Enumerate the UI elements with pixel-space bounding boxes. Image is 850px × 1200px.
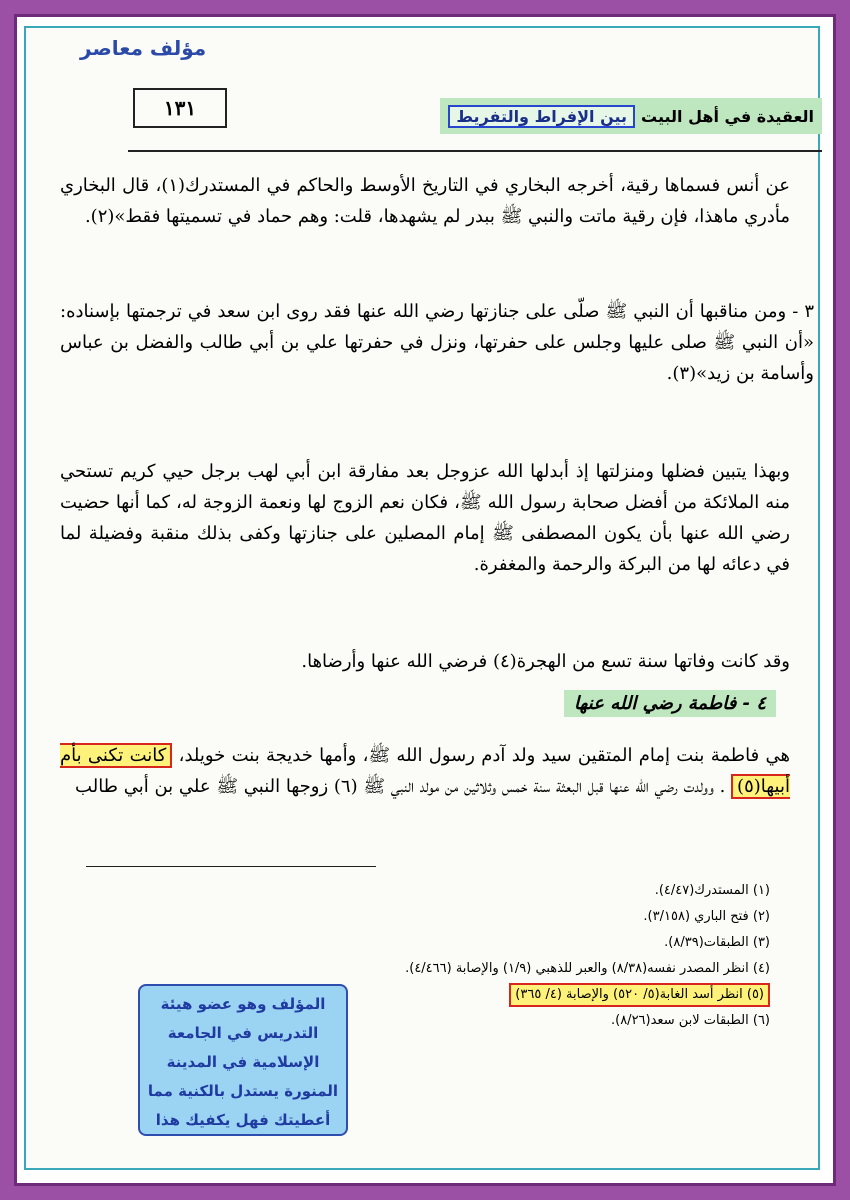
header-rule bbox=[128, 150, 822, 152]
note-line-4: المنورة يستدل بالكنية مما bbox=[147, 1082, 339, 1100]
footnote-3: (٣) الطبقات(٨/٣٩). bbox=[664, 935, 770, 950]
section-heading: ٤ - فاطمة رضي الله عنها bbox=[564, 690, 776, 717]
footnote-4: (٤) انظر المصدر نفسه(٨/٣٨) والعبر للذهبي (١/٩) والإصابة (٤/٤٦٦). bbox=[405, 961, 770, 976]
footnote-6: (٦) الطبقات لابن سعد(٨/٢٦). bbox=[610, 1013, 770, 1028]
corner-label: مؤلف معاصر bbox=[80, 36, 207, 60]
footnote-1: (١) المستدرك(٤/٤٧). bbox=[654, 883, 770, 898]
page-number: ١٣١ bbox=[133, 88, 227, 128]
footnote-2: (٢) فتح الباري (٣/١٥٨). bbox=[643, 909, 770, 924]
book-subtitle: بين الإفراط والتفريط bbox=[448, 105, 635, 128]
footnote-rule bbox=[86, 866, 376, 867]
paragraph-5-start: هي فاطمة بنت إمام المتقين سيد ولد آدم رسول الله ﷺ، وأمها خديجة بنت خويلد، bbox=[178, 745, 790, 766]
annotation-note-box bbox=[138, 984, 348, 1136]
note-line-5: أعطيتك فهل يكفيك هذا bbox=[155, 1111, 331, 1129]
book-title: العقيدة في أهل البيت bbox=[641, 106, 814, 126]
paragraph-5-end: . وولدت رضي الله عنها قبل البعثة سنة خمس وثلاثين من مولد النبي ﷺ (٦) زوجها النبي ﷺ علي بن أبي طالب bbox=[75, 776, 726, 797]
note-line-1: المؤلف وهو عضو هيئة bbox=[160, 995, 326, 1013]
paragraph-2: ٣ - ومن مناقبها أن النبي ﷺ صلّى على جنازتها رضي الله عنها فقد روى ابن سعد في ترجمتها بإسناده: «أن النبي ﷺ صلى عليها وجلس على حفرتها، ونزل في حفرتها علي بن أبي طالب والفضل بن عباس وأسامة بن زيد»(٣). bbox=[60, 301, 814, 384]
paragraph-3: وبهذا يتبين فضلها ومنزلتها إذ أبدلها الله عزوجل بعد مفارقة ابن أبي لهب برجل حيي كريم تستحي منه الملائكة من أفضل صحابة رسول الله ﷺ، فكان نعم الزوج لها ونعمة الزوجة له، كما أنها حضيت رضي الله عنها بأن يكون المصطفى ﷺ إمام المصلين على جنازتها وكفى بذلك منقبة وفضيلة لما في دعائه لها من البركة والرحمة والمغفرة. bbox=[60, 461, 790, 575]
paragraph-1: عن أنس فسماها رقية، أخرجه البخاري في التاريخ الأوسط والحاكم في المستدرك(١)، قال البخاري مأدري ماهذا، فإن رقية ماتت والنبي ﷺ ببدر لم يشهدها، قلت: وهم حماد في تسميتها فقط»(٢). bbox=[60, 175, 790, 227]
paragraph-5 bbox=[60, 740, 790, 802]
highlighted-phrase: كانت تكنى بأم أبيها(٥) bbox=[60, 745, 790, 797]
note-line-3: الإسلامية في المدينة bbox=[166, 1053, 320, 1071]
footnotes bbox=[405, 878, 770, 1034]
note-line-2: التدريس في الجامعة bbox=[167, 1024, 319, 1042]
paragraph-4: وقد كانت وفاتها سنة تسع من الهجرة(٤) فرضي الله عنها وأرضاها. bbox=[301, 651, 790, 672]
footnote-5: (٥) انظر أسد الغابة(٥/ ٥٢٠) والإصابة (٤/ ٣٦٥) bbox=[509, 983, 770, 1007]
running-header bbox=[440, 98, 822, 134]
